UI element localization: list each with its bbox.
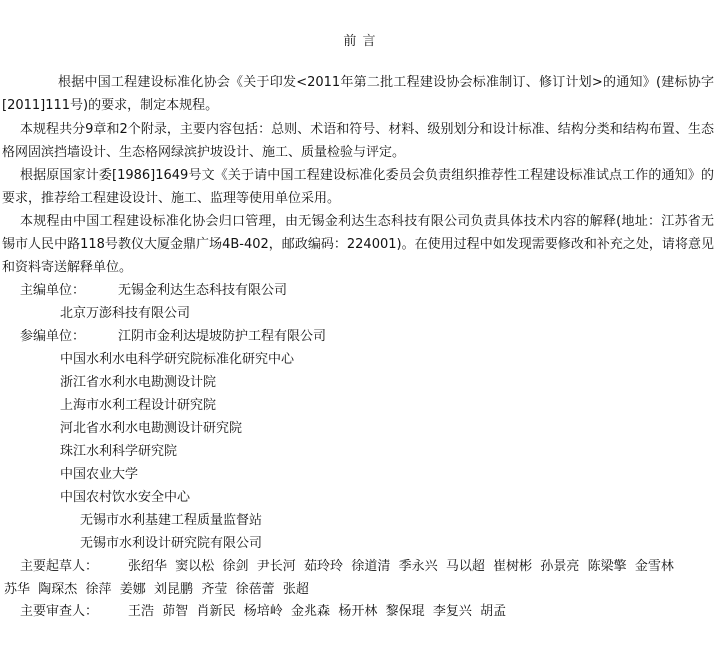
participating-unit-10: 无锡市水利设计研究院有限公司: [80, 536, 263, 551]
participating-unit-7: 中国农业大学: [60, 467, 139, 482]
participating-unit-9: 无锡市水利基建工程质量监督站: [80, 513, 263, 528]
paragraph-2: 本规程共分9章和2个附录，主要内容包括：总则、术语和符号、材料、级别划分和设计标准、结构分类和结构布置、生态格网固滨挡墙设计、生态格网绿滨护坡设计、施工、质量检验与评定。: [2, 122, 714, 160]
page-title: 前 言: [343, 34, 377, 49]
participating-unit-1: 江阴市金利达堤坡防护工程有限公司: [118, 329, 327, 344]
participating-unit-2: 中国水利水电科学研究院标准化研究中心: [60, 352, 295, 367]
participating-unit-4: 上海市水利工程设计研究院: [60, 398, 217, 413]
participating-units-label: 参编单位：: [20, 329, 86, 344]
paragraph-3: 根据原国家计委[1986]1649号文《关于请中国工程建设标准化委员会负责组织推荐性工程建设标准试点工作的通知》的要求，推荐给工程建设设计、施工、监理等使用单位采用。: [2, 168, 714, 206]
reviewers-names: 王浩 茆智 肖新民 杨培岭 金兆森 杨开林 黎保琨 李复兴 胡孟: [128, 604, 507, 619]
chief-unit-2: 北京万澎科技有限公司: [60, 306, 191, 321]
drafters-names-line-1: 张绍华 窦以松 徐剑 尹长河 茹玲玲 徐道清 季永兴 马以超 崔树彬 孙景亮 陈梁擎 金雪林: [128, 559, 674, 574]
participating-unit-8: 中国农村饮水安全中心: [60, 490, 191, 505]
drafters-names-line-2: 苏华 陶琛杰 徐萍 姜娜 刘昆鹏 齐莹 徐蓓蕾 张超: [4, 582, 309, 597]
paragraph-1: 根据中国工程建设标准化协会《关于印发<2011年第二批工程建设协会标准制订、修订计划>的通知》(建标协字[2011]111号)的要求，制定本规程。: [2, 75, 714, 113]
chief-units-label: 主编单位：: [20, 283, 86, 298]
participating-unit-5: 河北省水利水电勘测设计研究院: [60, 421, 243, 436]
chief-unit-1: 无锡金利达生态科技有限公司: [118, 283, 288, 298]
participating-unit-6: 珠江水利科学研究院: [60, 444, 178, 459]
paragraph-4: 本规程由中国工程建设标准化协会归口管理，由无锡金利达生态科技有限公司负责具体技术内容的解释(地址：江苏省无锡市人民中路118号教仪大厦金鼎广场4B-402，邮政编码：224001)。在使用过程中如发现需要修改和补充之处，请将意见和资料寄送解释单位。: [2, 214, 714, 275]
participating-unit-3: 浙江省水利水电勘测设计院: [60, 375, 217, 390]
drafters-label: 主要起草人：: [20, 559, 99, 574]
reviewers-label: 主要审查人：: [20, 604, 99, 619]
